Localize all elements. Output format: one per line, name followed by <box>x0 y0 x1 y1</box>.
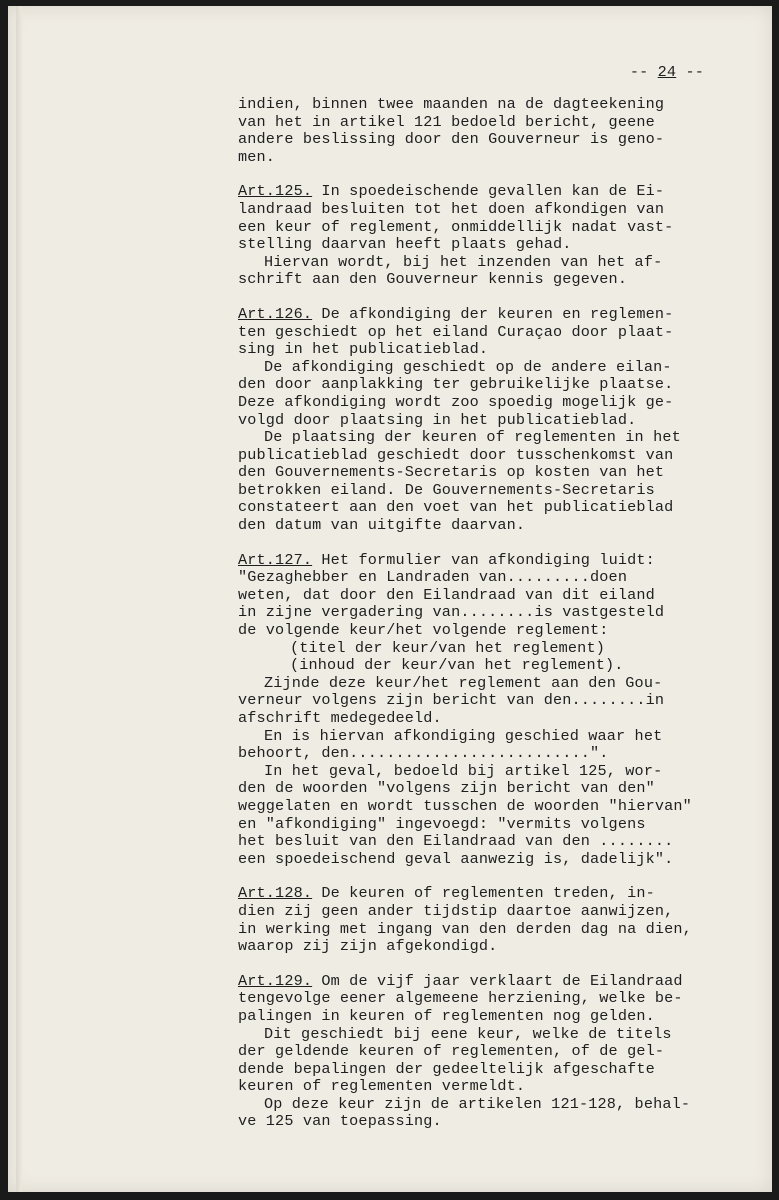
article-label: Art.126. <box>238 304 313 323</box>
document-page <box>8 6 772 1192</box>
intro-paragraph: indien, binnen twee maanden na de dagteekening van het in artikel 121 bedoeld bericht, geene andere beslissing door den Gouverneur is geno- men. <box>238 95 665 166</box>
article-label: Art.129. <box>238 971 313 990</box>
typed-text <box>238 64 748 1148</box>
page-fold <box>16 6 22 1192</box>
article-126: Art.126. De afkondiging der keuren en reglemen- ten geschiedt op het eiland Curaçao door plaat- sing in het publicatieblad. De afkondiging geschiedt op de andere eilan- den door aanplakking ter gebruikelijke plaatse. Deze afkondiging wordt zoo spoedig mogelijk ge- volgd door plaatsing in het publicatieblad. De plaatsing der keuren of reglementen in het publicatieblad geschiedt door tusschenkomst van den Gouvernements-Secretaris op kosten van het betrokken eiland. De Gouvernements-Secretaris constateert aan den voet van het publicatieblad den datum van uitgifte daarvan. <box>238 304 681 535</box>
article-label: Art.127. <box>238 550 313 569</box>
page-number: -- 24 -- <box>629 63 704 81</box>
article-label: Art.128. <box>238 884 313 903</box>
article-125: Art.125. In spoedeischende gevallen kan de Ei- landraad besluiten tot het doen afkondigen van een keur of reglement, onmiddellijk nadat vast- stelling daarvan heeft plaats gehad. Hiervan wordt, bij het inzenden van het af- schrift aan den Gouverneur kennis gegeven. <box>238 182 674 289</box>
article-label: Art.125. <box>238 182 313 201</box>
article-127: Art.127. Het formulier van afkondiging luidt: "Gezaghebber en Landraden van.........doen weten, dat door den Eilandraad van dit eiland in zijne vergadering van........is vastgesteld de volgende keur/het volgende reglement: (titel der keur/van het reglement) (inhoud der keur/van het reglement). Zijnde deze keur/het reglement aan den Gou- verneur volgens zijn bericht van den........in afschrift medegedeeld. En is hiervan afkondiging geschied waar het behoort, den..........................". In het geval, bedoeld bij artikel 125, wor- den de woorden "volgens zijn bericht van den" weggelaten en wordt tusschen de woorden "hiervan" en "afkondiging" ingevoegd: "vermits volgens het besluit van den Eilandraad van den ........ een spoedeischend geval aanwezig is, dadelijk". <box>238 550 692 868</box>
article-129: Art.129. Om de vijf jaar verklaart de Eilandraad tengevolge eener algemeene herziening, welke be- palingen in keuren of reglementen nog gelden. Dit geschiedt bij eene keur, welke de titels der geldende keuren of reglementen, of de gel- dende bepalingen der gedeeltelijk afgeschafte keuren of reglementen vermeldt. Op deze keur zijn de artikelen 121-128, behal- ve 125 van toepassing. <box>238 971 691 1131</box>
article-128: Art.128. De keuren of reglementen treden, in- dien zij geen ander tijdstip daartoe aanwijzen, in werking met ingang van den derden dag na dien, waarop zij zijn afgekondigd. <box>238 884 692 956</box>
